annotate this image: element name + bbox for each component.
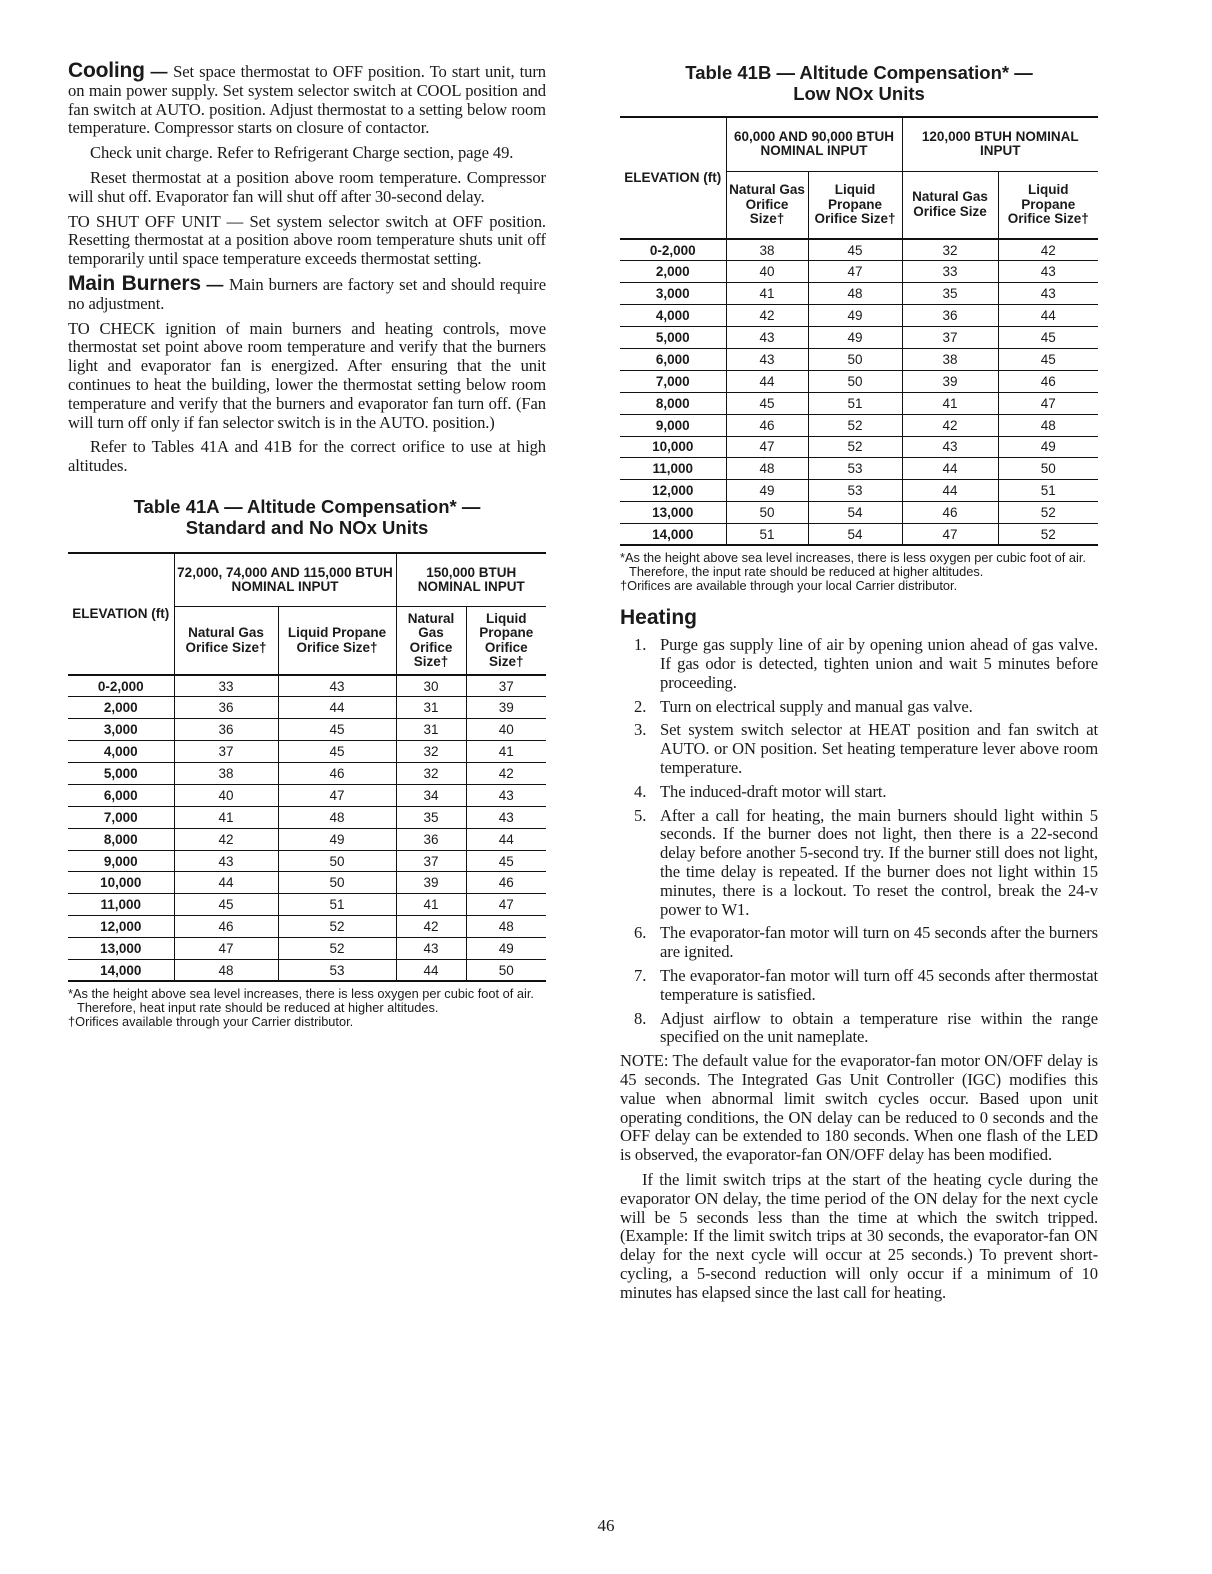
step-number: 4. xyxy=(634,781,647,801)
orifice-size-cell: 39 xyxy=(902,370,998,392)
elevation-header: ELEVATION (ft) xyxy=(620,117,726,239)
table-row xyxy=(68,938,546,960)
orifice-size-cell: 52 xyxy=(998,502,1098,524)
orifice-size-cell: 50 xyxy=(998,458,1098,480)
orifice-size-cell: 52 xyxy=(998,524,1098,546)
orifice-size-cell: 38 xyxy=(902,348,998,370)
orifice-size-cell: 53 xyxy=(278,960,396,982)
step-number: 1. xyxy=(634,635,647,655)
orifice-size-cell: 37 xyxy=(902,327,998,349)
table-41b-title xyxy=(620,62,1098,104)
orifice-size-cell: 40 xyxy=(726,261,808,283)
orifice-size-cell: 51 xyxy=(808,392,902,414)
step-number: 5. xyxy=(634,805,647,825)
orifice-size-cell: 50 xyxy=(808,370,902,392)
group-header-1: 60,000 AND 90,000 BTUH NOMINAL INPUT xyxy=(726,117,902,171)
elevation-cell: 7,000 xyxy=(620,370,726,392)
orifice-size-cell: 40 xyxy=(174,784,278,806)
sub-header-3: Natural Gas Orifice Size† xyxy=(396,607,466,675)
orifice-size-cell: 44 xyxy=(396,960,466,982)
elevation-cell: 0-2,000 xyxy=(68,675,174,697)
orifice-size-cell: 45 xyxy=(466,850,546,872)
orifice-size-cell: 44 xyxy=(466,828,546,850)
orifice-size-cell: 45 xyxy=(278,719,396,741)
elevation-header: ELEVATION (ft) xyxy=(68,553,174,675)
sub-header-4: Liquid Propane Orifice Size† xyxy=(998,171,1098,239)
heading-dash: — xyxy=(200,274,229,294)
orifice-size-cell: 45 xyxy=(998,348,1098,370)
orifice-size-cell: 51 xyxy=(278,894,396,916)
table-row xyxy=(620,458,1098,480)
orifice-size-cell: 42 xyxy=(902,414,998,436)
table-41b-body xyxy=(620,239,1098,545)
table-41b xyxy=(620,116,1098,546)
orifice-size-cell: 49 xyxy=(726,480,808,502)
table-row xyxy=(620,305,1098,327)
orifice-size-cell: 42 xyxy=(466,763,546,785)
orifice-size-cell: 35 xyxy=(396,806,466,828)
orifice-size-cell: 51 xyxy=(998,480,1098,502)
table-row xyxy=(620,524,1098,546)
orifice-size-cell: 54 xyxy=(808,524,902,546)
elevation-cell: 8,000 xyxy=(620,392,726,414)
cooling-paragraph-3: Reset thermostat at a position above room temperature. Compressor will shut off. Evaporator fan will shut off after 30-second delay. xyxy=(68,167,546,206)
elevation-cell: 11,000 xyxy=(620,458,726,480)
orifice-size-cell: 46 xyxy=(726,414,808,436)
orifice-size-cell: 49 xyxy=(998,436,1098,458)
orifice-size-cell: 44 xyxy=(278,697,396,719)
orifice-size-cell: 52 xyxy=(808,436,902,458)
elevation-cell: 3,000 xyxy=(620,283,726,305)
table-41a-title-line-2: Standard and No NOx Units xyxy=(185,516,429,538)
table-row xyxy=(68,763,546,785)
elevation-cell: 8,000 xyxy=(68,828,174,850)
cooling-heading: Cooling xyxy=(68,59,145,82)
main-burners-heading: Main Burners xyxy=(68,271,201,295)
orifice-size-cell: 52 xyxy=(278,916,396,938)
table-row xyxy=(68,784,546,806)
orifice-size-cell: 36 xyxy=(902,305,998,327)
orifice-size-cell: 39 xyxy=(466,697,546,719)
cooling-paragraph-4: TO SHUT OFF UNIT — Set system selector switch at OFF position. Resetting thermostat at a position above room temperature shuts unit off temporarily until space temperature exceeds thermostat setting. xyxy=(68,211,546,269)
orifice-size-cell: 41 xyxy=(726,283,808,305)
orifice-size-cell: 47 xyxy=(726,436,808,458)
orifice-size-cell: 49 xyxy=(808,327,902,349)
orifice-size-cell: 46 xyxy=(902,502,998,524)
heading-dash: — xyxy=(144,62,174,81)
orifice-size-cell: 33 xyxy=(174,675,278,697)
group-header-2: 150,000 BTUH NOMINAL INPUT xyxy=(396,553,546,607)
table-row xyxy=(620,436,1098,458)
orifice-size-cell: 49 xyxy=(278,828,396,850)
orifice-size-cell: 43 xyxy=(726,327,808,349)
table-row xyxy=(68,741,546,763)
elevation-cell: 4,000 xyxy=(68,741,174,763)
orifice-size-cell: 34 xyxy=(396,784,466,806)
table-41a-title xyxy=(68,496,546,538)
table-41b-title-line-2: Low NOx Units xyxy=(793,83,925,104)
step-number: 2. xyxy=(634,696,647,716)
orifice-size-cell: 46 xyxy=(998,370,1098,392)
orifice-size-cell: 30 xyxy=(396,675,466,697)
heating-step xyxy=(620,783,1098,802)
orifice-size-cell: 43 xyxy=(466,806,546,828)
sub-header-3: Natural Gas Orifice Size xyxy=(902,171,998,239)
elevation-cell: 13,000 xyxy=(68,938,174,960)
orifice-size-cell: 32 xyxy=(396,741,466,763)
orifice-size-cell: 43 xyxy=(278,675,396,697)
orifice-size-cell: 39 xyxy=(396,872,466,894)
orifice-size-cell: 45 xyxy=(808,239,902,261)
table-row xyxy=(68,697,546,719)
orifice-size-cell: 44 xyxy=(726,370,808,392)
left-column xyxy=(68,59,546,1029)
orifice-size-cell: 42 xyxy=(998,239,1098,261)
table-41b-notes xyxy=(620,551,1098,592)
table-41a xyxy=(68,552,546,982)
orifice-size-cell: 37 xyxy=(174,741,278,763)
orifice-size-cell: 46 xyxy=(174,916,278,938)
table-41a-title-line-1: Table 41A — Altitude Compensation* — xyxy=(133,495,481,517)
orifice-size-cell: 43 xyxy=(998,261,1098,283)
orifice-size-cell: 37 xyxy=(466,675,546,697)
orifice-size-cell: 37 xyxy=(396,850,466,872)
elevation-cell: 6,000 xyxy=(68,784,174,806)
table-row xyxy=(68,719,546,741)
elevation-cell: 12,000 xyxy=(620,480,726,502)
sub-header-1: Natural Gas Orifice Size† xyxy=(726,171,808,239)
table-41b-title-line-1: Table 41B — Altitude Compensation* — xyxy=(685,62,1033,83)
orifice-size-cell: 54 xyxy=(808,502,902,524)
orifice-size-cell: 53 xyxy=(808,480,902,502)
orifice-size-cell: 50 xyxy=(466,960,546,982)
orifice-size-cell: 53 xyxy=(808,458,902,480)
heating-limit-paragraph: If the limit switch trips at the start of the heating cycle during the evaporator ON delay, the time period of the ON delay for the next cycle will be 5 seconds less than the time at which the switch tripped. (Example: If the limit switch trips at 30 seconds, the evaporator-fan ON delay for the next cycle will occur at 25 seconds.) To prevent short-cycling, a 5-second reduction will only occur if a minimum of 10 minutes has elapsed since the last call for heating. xyxy=(620,1169,1098,1302)
orifice-size-cell: 43 xyxy=(726,348,808,370)
orifice-size-cell: 50 xyxy=(808,348,902,370)
orifice-size-cell: 41 xyxy=(466,741,546,763)
table-row xyxy=(68,894,546,916)
right-column xyxy=(620,62,1098,1309)
elevation-cell: 2,000 xyxy=(68,697,174,719)
table-row xyxy=(68,828,546,850)
step-text: The evaporator-fan motor will turn off 45 seconds after thermostat temperature is satisfied. xyxy=(660,966,1098,1004)
table-41a-footnote-1: *As the height above sea level increases, there is less oxygen per cubic foot of air. Therefore, heat input rate should be reduced at higher altitudes. xyxy=(68,986,534,1015)
orifice-size-cell: 44 xyxy=(902,458,998,480)
elevation-cell: 5,000 xyxy=(68,763,174,785)
page-number: 46 xyxy=(597,1516,615,1535)
orifice-size-cell: 49 xyxy=(808,305,902,327)
table-row xyxy=(620,502,1098,524)
main-burners-paragraph-3: Refer to Tables 41A and 41B for the correct orifice to use at high altitudes. xyxy=(68,437,546,476)
heating-steps-list xyxy=(620,636,1098,1047)
orifice-size-cell: 51 xyxy=(726,524,808,546)
heating-step xyxy=(620,967,1098,1005)
elevation-cell: 6,000 xyxy=(620,348,726,370)
orifice-size-cell: 48 xyxy=(278,806,396,828)
table-row xyxy=(68,675,546,697)
elevation-cell: 10,000 xyxy=(68,872,174,894)
step-text: Adjust airflow to obtain a temperature rise within the range specified on the unit nameplate. xyxy=(660,1008,1098,1047)
orifice-size-cell: 42 xyxy=(396,916,466,938)
elevation-cell: 11,000 xyxy=(68,894,174,916)
step-text: After a call for heating, the main burners should light within 5 seconds. If the burner does not light, then there is a 22-second delay before another 5-second try. If the burner still does not light, the time delay is repeated. If the burner does not light within 15 minutes, there is a lockout. To reset the control, break the 24-v power to W1. xyxy=(660,805,1098,919)
orifice-size-cell: 43 xyxy=(998,283,1098,305)
sub-header-1: Natural Gas Orifice Size† xyxy=(174,607,278,675)
orifice-size-cell: 45 xyxy=(278,741,396,763)
orifice-size-cell: 50 xyxy=(726,502,808,524)
elevation-cell: 3,000 xyxy=(68,719,174,741)
orifice-size-cell: 44 xyxy=(902,480,998,502)
orifice-size-cell: 46 xyxy=(278,763,396,785)
cooling-paragraph-1 xyxy=(68,59,546,138)
table-row xyxy=(68,872,546,894)
heating-step xyxy=(620,1010,1098,1048)
orifice-size-cell: 45 xyxy=(174,894,278,916)
orifice-size-cell: 47 xyxy=(278,784,396,806)
table-row xyxy=(68,806,546,828)
elevation-cell: 4,000 xyxy=(620,305,726,327)
sub-header-2: Liquid Propane Orifice Size† xyxy=(278,607,396,675)
heating-step xyxy=(620,924,1098,962)
orifice-size-cell: 48 xyxy=(726,458,808,480)
elevation-cell: 9,000 xyxy=(620,414,726,436)
orifice-size-cell: 31 xyxy=(396,697,466,719)
orifice-size-cell: 43 xyxy=(466,784,546,806)
heating-note: NOTE: The default value for the evaporator-fan motor ON/OFF delay is 45 seconds. The Integrated Gas Unit Controller (IGC) modifies this value when abnormal limit switch cycles occur. Based upon unit operating conditions, the ON delay can be reduced to 0 seconds and the OFF delay can be extended to 180 seconds. When one flash of the LED is observed, the evaporator-fan ON/OFF delay has been modified. xyxy=(620,1051,1098,1165)
orifice-size-cell: 41 xyxy=(174,806,278,828)
orifice-size-cell: 49 xyxy=(466,938,546,960)
orifice-size-cell: 52 xyxy=(808,414,902,436)
orifice-size-cell: 50 xyxy=(278,872,396,894)
orifice-size-cell: 36 xyxy=(174,719,278,741)
table-row xyxy=(620,261,1098,283)
orifice-size-cell: 43 xyxy=(174,850,278,872)
elevation-cell: 14,000 xyxy=(68,960,174,982)
orifice-size-cell: 32 xyxy=(902,239,998,261)
table-row xyxy=(620,414,1098,436)
table-41b-footnote-1: *As the height above sea level increases, there is less oxygen per cubic foot of air. Therefore, the input rate should be reduced at higher altitudes. xyxy=(620,550,1086,580)
elevation-cell: 7,000 xyxy=(68,806,174,828)
orifice-size-cell: 36 xyxy=(396,828,466,850)
orifice-size-cell: 32 xyxy=(396,763,466,785)
elevation-cell: 9,000 xyxy=(68,850,174,872)
orifice-size-cell: 47 xyxy=(998,392,1098,414)
orifice-size-cell: 47 xyxy=(466,894,546,916)
sub-header-2: Liquid Propane Orifice Size† xyxy=(808,171,902,239)
orifice-size-cell: 33 xyxy=(902,261,998,283)
table-row xyxy=(620,348,1098,370)
cooling-paragraph-2: Check unit charge. Refer to Refrigerant Charge section, page 49. xyxy=(90,143,514,163)
elevation-cell: 2,000 xyxy=(620,261,726,283)
table-row xyxy=(68,960,546,982)
orifice-size-cell: 36 xyxy=(174,697,278,719)
table-41b-footnote-2: †Orifices are available through your local Carrier distributor. xyxy=(620,577,958,593)
orifice-size-cell: 38 xyxy=(726,239,808,261)
orifice-size-cell: 35 xyxy=(902,283,998,305)
orifice-size-cell: 50 xyxy=(278,850,396,872)
table-41a-body xyxy=(68,675,546,981)
step-text: The evaporator-fan motor will turn on 45 seconds after the burners are ignited. xyxy=(660,923,1098,962)
table-41a-footnote-2: †Orifices available through your Carrier distributor. xyxy=(68,1013,354,1029)
orifice-size-cell: 41 xyxy=(902,392,998,414)
table-41a-notes xyxy=(68,987,546,1028)
orifice-size-cell: 52 xyxy=(278,938,396,960)
orifice-size-cell: 47 xyxy=(808,261,902,283)
elevation-cell: 10,000 xyxy=(620,436,726,458)
heating-step xyxy=(620,698,1098,717)
table-row xyxy=(620,370,1098,392)
table-row xyxy=(620,239,1098,261)
table-row xyxy=(620,283,1098,305)
elevation-cell: 0-2,000 xyxy=(620,239,726,261)
table-row xyxy=(620,392,1098,414)
step-number: 7. xyxy=(634,966,647,985)
orifice-size-cell: 46 xyxy=(466,872,546,894)
orifice-size-cell: 45 xyxy=(726,392,808,414)
orifice-size-cell: 43 xyxy=(902,436,998,458)
elevation-cell: 14,000 xyxy=(620,524,726,546)
orifice-size-cell: 47 xyxy=(174,938,278,960)
sub-header-4: Liquid Propane Orifice Size† xyxy=(466,607,546,675)
step-number: 3. xyxy=(634,720,647,740)
orifice-size-cell: 38 xyxy=(174,763,278,785)
orifice-size-cell: 40 xyxy=(466,719,546,741)
orifice-size-cell: 47 xyxy=(902,524,998,546)
elevation-cell: 12,000 xyxy=(68,916,174,938)
orifice-size-cell: 48 xyxy=(808,283,902,305)
orifice-size-cell: 48 xyxy=(998,414,1098,436)
main-burners-paragraph-1 xyxy=(68,271,546,314)
orifice-size-cell: 45 xyxy=(998,327,1098,349)
heating-step xyxy=(620,721,1098,777)
orifice-size-cell: 41 xyxy=(396,894,466,916)
orifice-size-cell: 42 xyxy=(174,828,278,850)
orifice-size-cell: 44 xyxy=(998,305,1098,327)
step-text: Purge gas supply line of air by opening union ahead of gas valve. If gas odor is detected, tighten union and wait 5 minutes before proceeding. xyxy=(660,635,1098,692)
heating-step xyxy=(620,636,1098,692)
heating-step xyxy=(620,807,1098,920)
table-row xyxy=(68,916,546,938)
step-number: 8. xyxy=(634,1008,647,1028)
main-burners-paragraph-2: TO CHECK ignition of main burners and heating controls, move thermostat set point above room temperature and verify that the burners light and evaporator fan is energized. After ensuring that the unit continues to heat the building, lower the thermostat setting below room temperature and verify that the burners and evaporator fan turn off. (Fan will turn off only if fan selector switch is in the AUTO. position.) xyxy=(68,318,546,432)
table-row xyxy=(620,480,1098,502)
cooling-text-1: Set space thermostat to OFF position. To start unit, turn on main power supply. Set system selector switch at COOL position and fan switch at AUTO. position. Adjust thermostat to a setting below room temperature. Compressor starts on closure of contactor. xyxy=(68,62,546,138)
main-burners-text-1: Main burners are factory set and should require no adjustment. xyxy=(68,274,546,313)
elevation-cell: 5,000 xyxy=(620,327,726,349)
orifice-size-cell: 31 xyxy=(396,719,466,741)
group-header-1: 72,000, 74,000 AND 115,000 BTUH NOMINAL INPUT xyxy=(174,553,396,607)
step-text: Set system switch selector at HEAT position and fan switch at AUTO. or ON position. Set heating temperature lever above room temperature. xyxy=(660,720,1098,778)
group-header-2: 120,000 BTUH NOMINAL INPUT xyxy=(902,117,1098,171)
step-text: Turn on electrical supply and manual gas valve. xyxy=(660,696,973,716)
heating-heading: Heating xyxy=(620,606,698,630)
orifice-size-cell: 48 xyxy=(174,960,278,982)
orifice-size-cell: 42 xyxy=(726,305,808,327)
elevation-cell: 13,000 xyxy=(620,502,726,524)
table-row xyxy=(620,327,1098,349)
table-row xyxy=(68,850,546,872)
orifice-size-cell: 48 xyxy=(466,916,546,938)
step-text: The induced-draft motor will start. xyxy=(660,781,887,801)
orifice-size-cell: 43 xyxy=(396,938,466,960)
step-number: 6. xyxy=(634,923,647,943)
orifice-size-cell: 44 xyxy=(174,872,278,894)
